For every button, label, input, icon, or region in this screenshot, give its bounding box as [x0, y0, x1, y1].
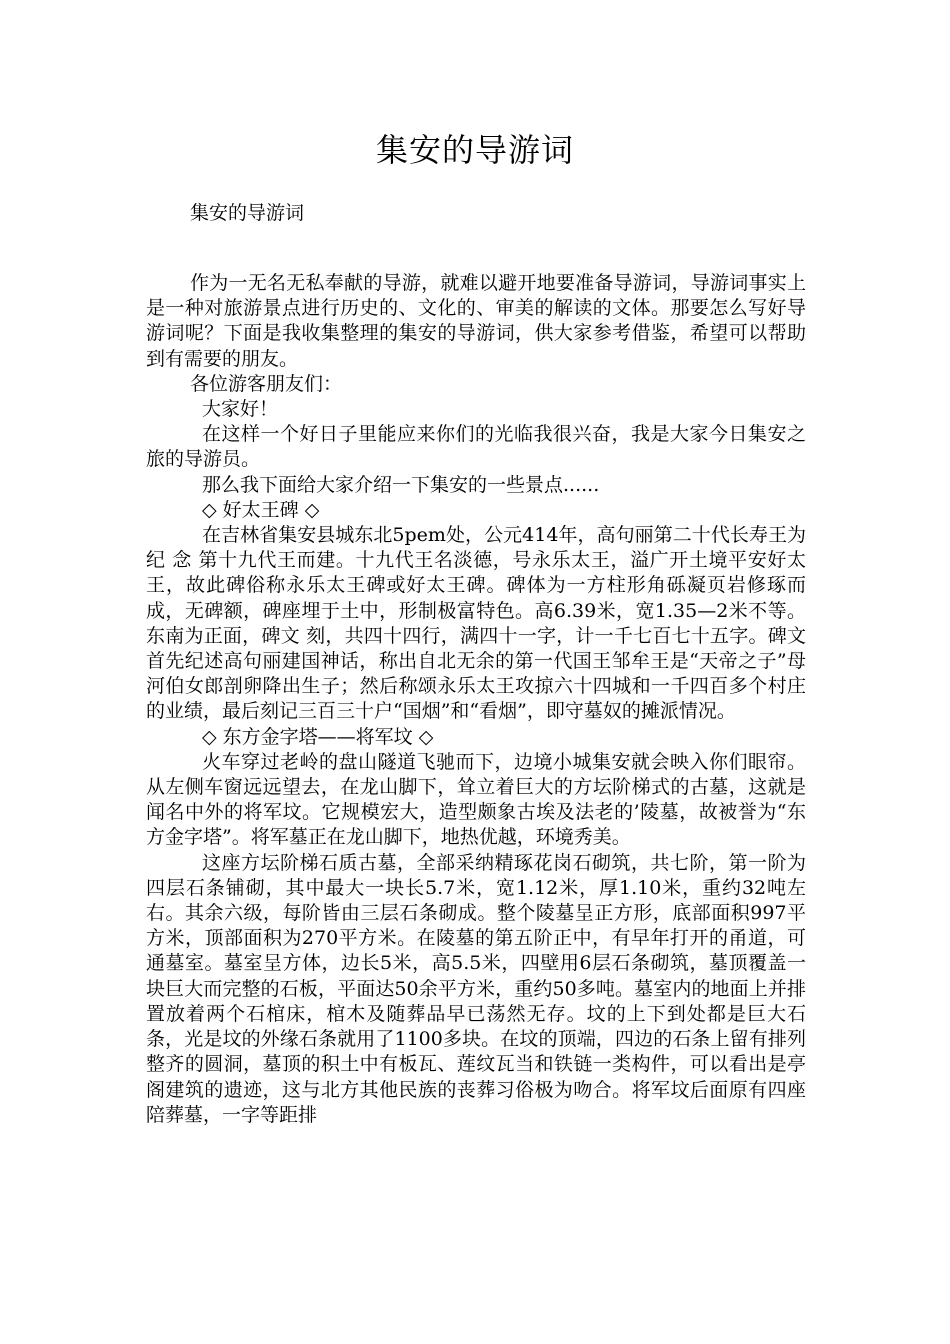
document-title: 集安的导游词 [375, 131, 574, 169]
intro-paragraph: 作为一无名无私奉献的导游，就难以避开地要准备导游词，导游词事实上是一种对旅游景点进行历史的、文化的、审美的解读的文体。那要怎么写好导游词呢？下面是我收集整理的集安的导游词，供大家参考借鉴，希望可以帮助到有需要的朋友。 [146, 272, 806, 370]
document-body [146, 271, 806, 1128]
welcome-paragraph: 在这样一个好日子里能应来你们的光临我很兴奋，我是大家今日集安之旅的导游员。 [146, 423, 806, 471]
section-heading-stele: ◇ 好太王碑 ◇ [202, 498, 320, 521]
greeting-line: 各位游客朋友们： [190, 372, 343, 395]
document-subtitle: 集安的导游词 [190, 202, 305, 224]
section-heading-tomb: ◇ 东方金字塔——将军坟 ◇ [202, 725, 434, 748]
tomb-paragraph-1: 火车穿过老岭的盘山隧道飞驰而下，边境小城集安就会映入你们眼帘。从左侧车窗远远望去，在龙山脚下，耸立着巨大的方坛阶梯式的古墓，这就是闻名中外的将军坟。它规模宏大，造型颇象古埃及法老的’陵墓，故被誉为“东方金字塔”。将军墓正在龙山脚下，地热优越，环境秀美。 [146, 750, 806, 849]
stele-paragraph: 在吉林省集安县城东北5pem处，公元414年，高句丽第二十代长寿王为纪 念 第十九代王而建。十九代王名淡德，号永乐太王，溢广开土境平安好太王，故此碑俗称永乐太王碑或好太王碑。碑体为一方柱形角砾凝页岩修琢而成，无碑额，碑座埋于土中，形制极富特色。高6.39米，宽1.35—2米不等。东南为正面，碑文 刻，共四十四行，满四十一字，计一千七百七十五字。碑文首先纪述高句丽建国神话，称出自北无余的第一代国王邹牟王是“天帝之子”母河伯女郎剖卵降出生子；然后称颂永乐太王攻掠六十四城和一千四百多个村庄的业绩，最后刻记三百三十户“国烟”和“看烟”，即守墓奴的摊派情况。 [146, 524, 806, 723]
intro-scenic-line: 那么我下面给大家介绍一下集安的一些景点...... [202, 473, 600, 496]
hello-line: 大家好！ [202, 398, 279, 421]
tomb-paragraph-2: 这座方坛阶梯石质古墓，全部采纳精琢花岗石砌筑，共七阶，第一阶为四层石条铺砌，其中最大一块长5.7米，宽1.12米，厚1.10米，重约32吨左右。其余六级，每阶皆由三层石条砌成。整个陵墓呈正方形，底部面积997平方米，顶部面积为270平方米。在陵墓的第五阶正中，有早年打开的甬道，可通墓室。墓室呈方体，边长5米，高5.5米，四壁用6层石条砌筑，墓顶覆盖一块巨大而完整的石板，平面达50余平方米，重约50多吨。墓室内的地面上并排置放着两个石棺床，棺木及随葬品早已荡然无存。坟的上下到处都是巨大石条，光是坟的外缘石条就用了1100多块。在坟的顶端，四边的石条上留有排列整齐的圆洞，墓顶的积土中有板瓦、莲纹瓦当和铁链一类构件，可以看出是亭阁建筑的遗迹，这与北方其他民族的丧葬习俗极为吻合。将军坟后面原有四座陪葬墓，一字等距排 [146, 851, 806, 1126]
